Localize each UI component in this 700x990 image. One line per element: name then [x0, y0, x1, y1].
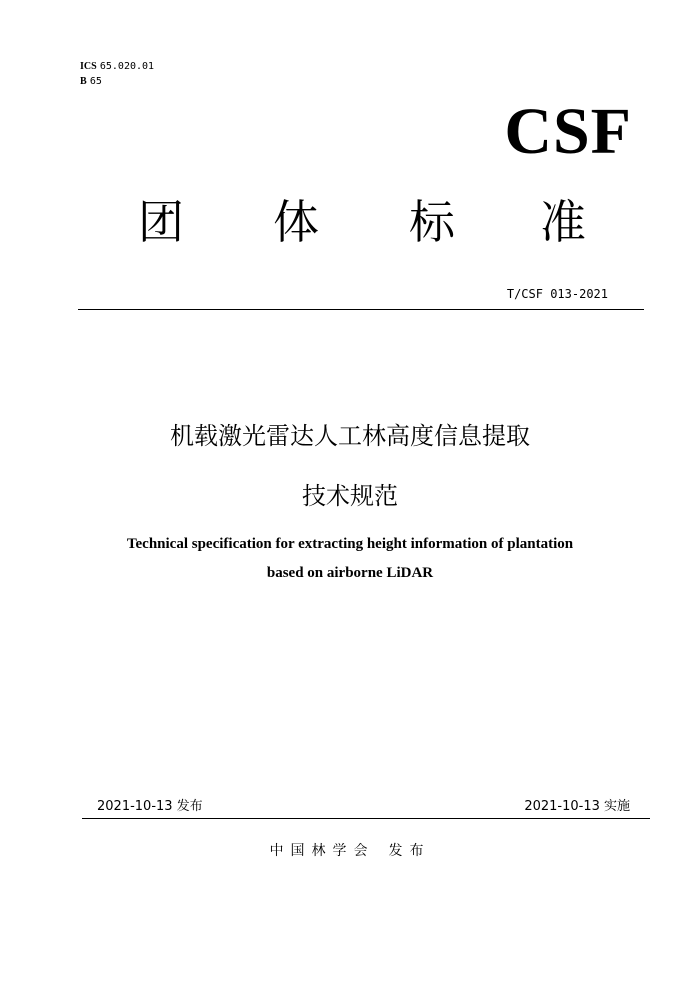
publisher-organization: 中国林学会 [269, 843, 375, 859]
title-chinese-line-2: 技术规范 [302, 482, 398, 510]
standard-type-char-4: 准 [540, 195, 586, 249]
publisher-action: 发布 [388, 843, 431, 859]
ics-code-line [80, 61, 154, 73]
ccs-value: 65 [89, 76, 102, 87]
publisher-line [0, 841, 700, 861]
standard-number: T/CSF 013-2021 [506, 287, 608, 301]
implementation-date: 2021-10-13 实施 [524, 799, 630, 814]
standard-type-char-1: 团 [138, 195, 184, 249]
publish-date: 2021-10-13 发布 [97, 799, 203, 814]
footer-divider [82, 818, 650, 819]
ics-label: ICS [80, 61, 97, 72]
standard-type-char-3: 标 [409, 195, 455, 249]
header-divider [78, 309, 644, 310]
title-english-line-1: Technical specification for extracting height information of plantation [126, 536, 574, 552]
ics-value: 65.020.01 [99, 61, 155, 72]
standard-type-char-2: 体 [273, 195, 319, 249]
ccs-label: B [80, 76, 87, 87]
title-chinese-line-1: 机载激光雷达人工林高度信息提取 [170, 422, 530, 450]
title-english-line-2: based on airborne LiDAR [266, 565, 434, 581]
csf-logo: CSF [504, 95, 632, 168]
ccs-code-line [80, 76, 102, 88]
